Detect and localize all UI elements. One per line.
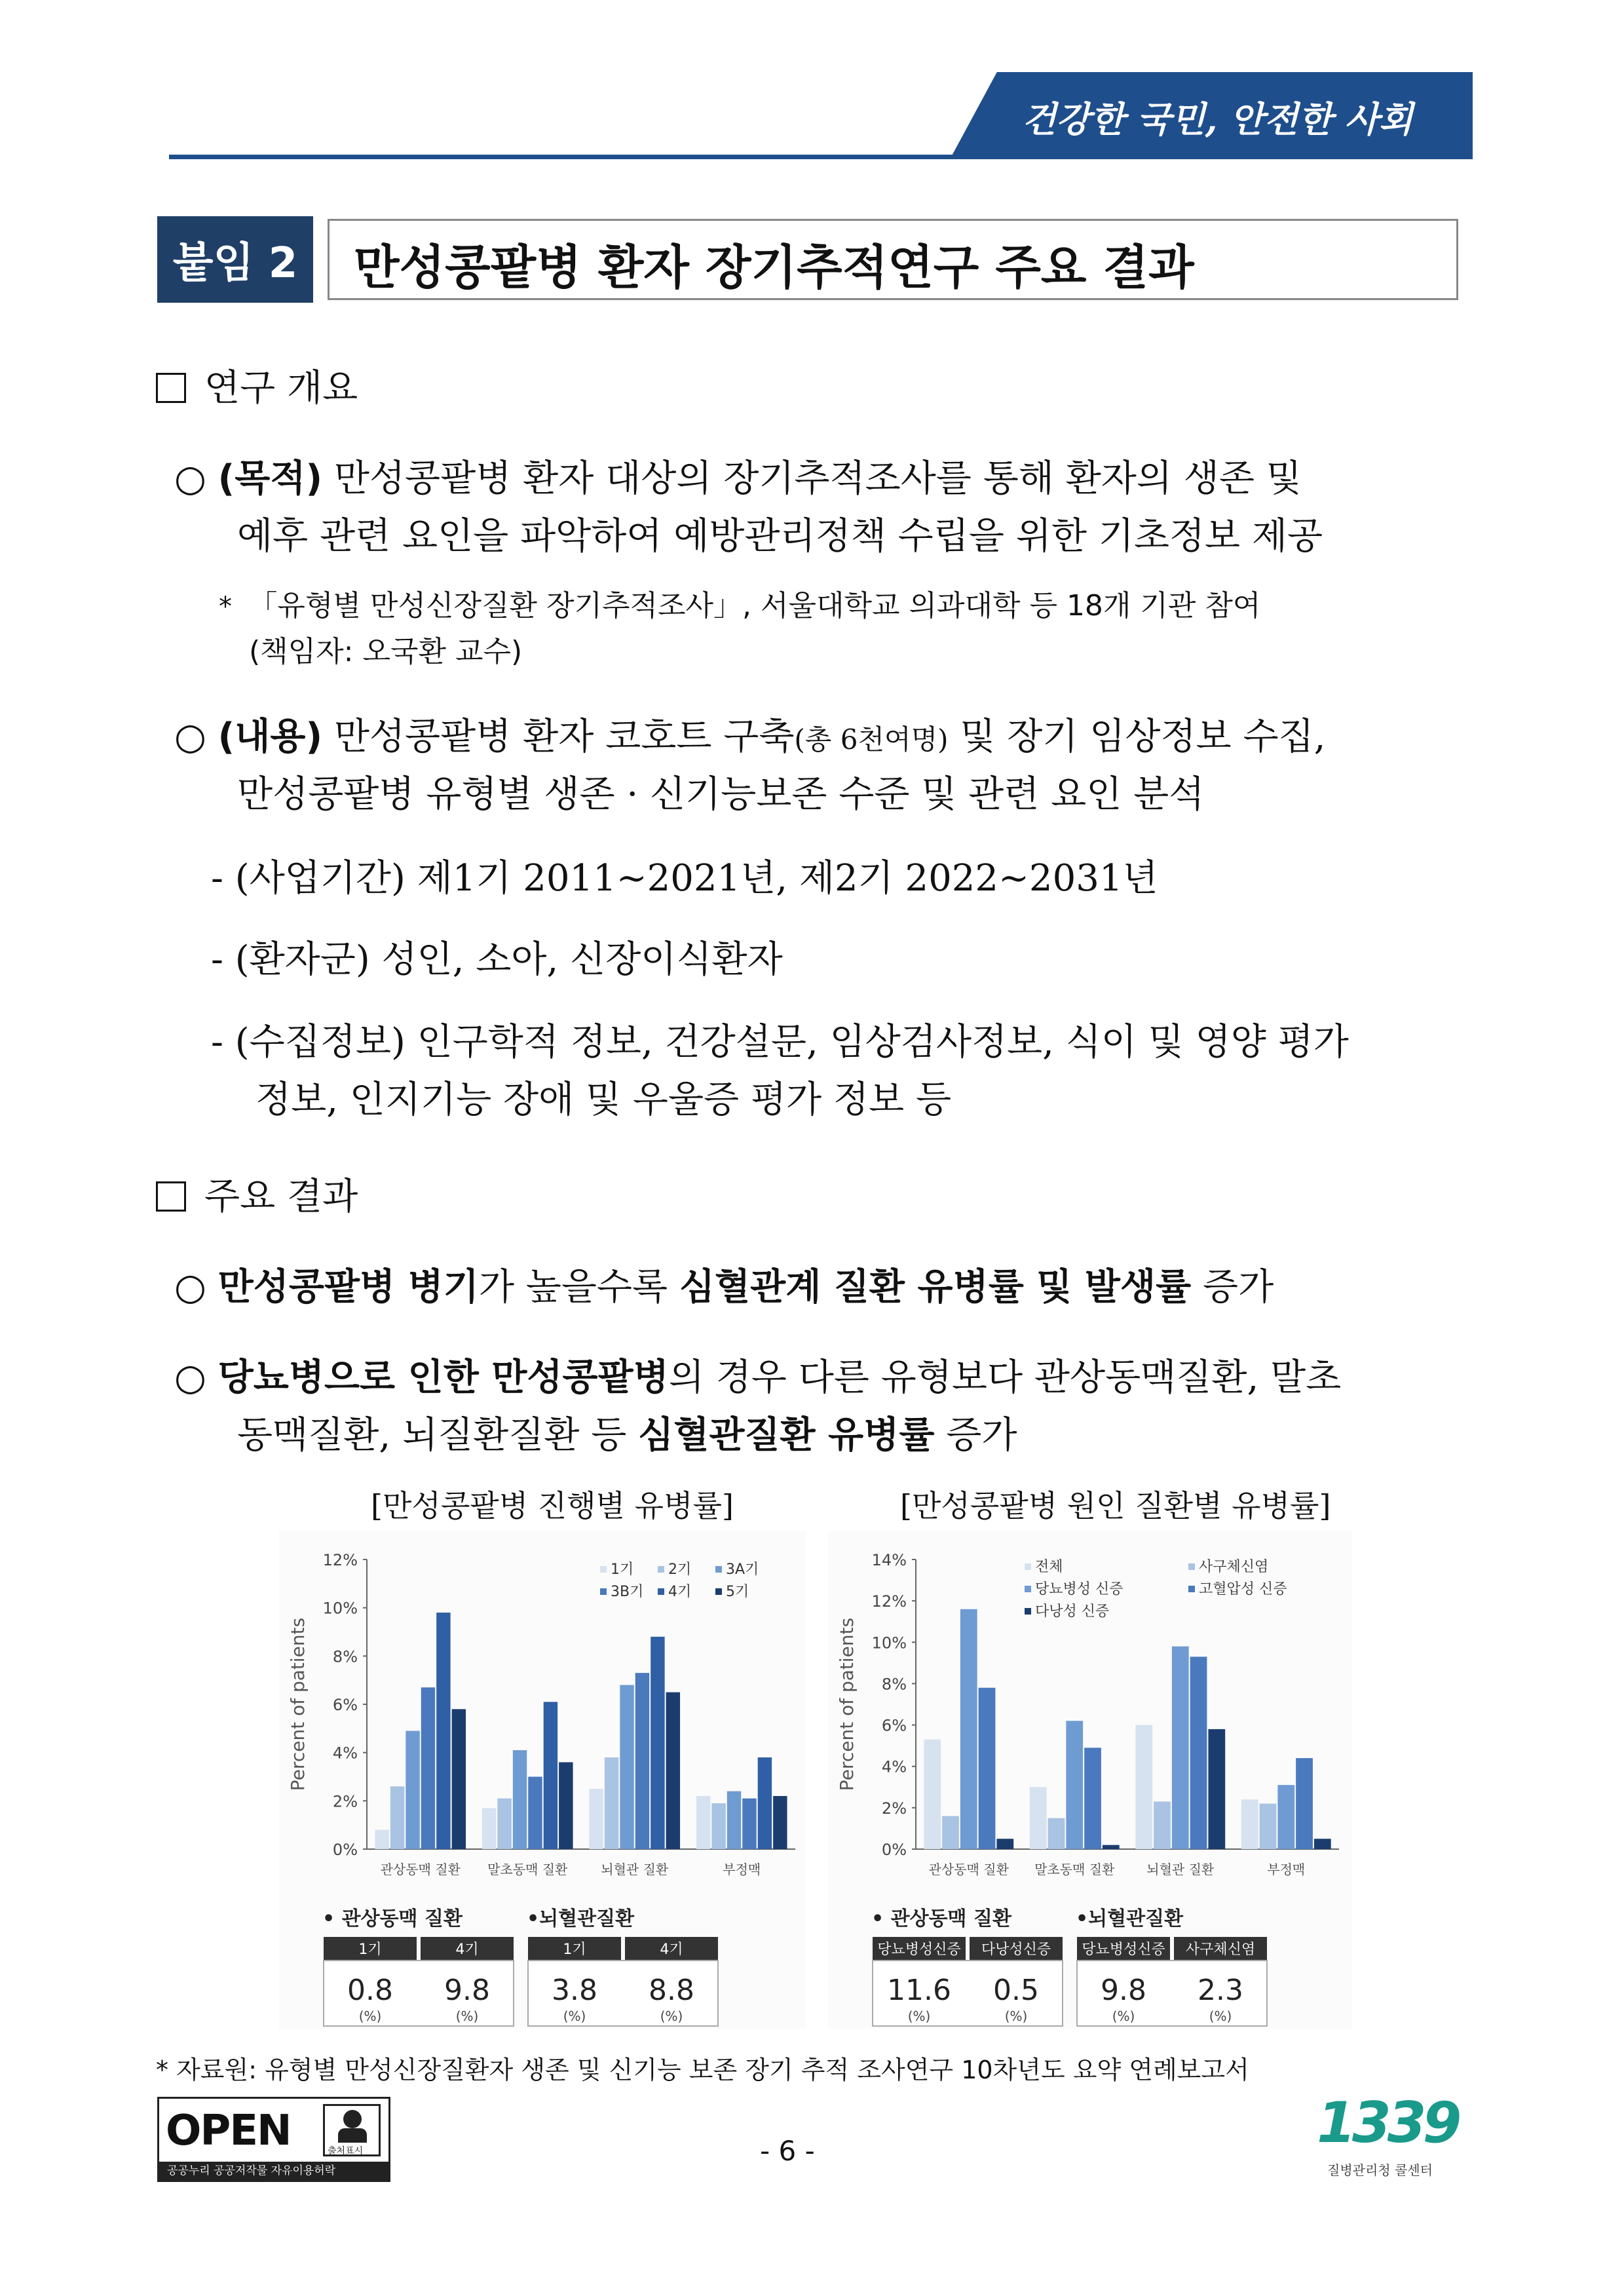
note-line-1 bbox=[219, 582, 1260, 624]
y-axis-label: Percent of patients bbox=[836, 1617, 858, 1791]
y-tick-label: 10% bbox=[322, 1599, 358, 1618]
legend-label: 3B기 bbox=[611, 1584, 644, 1600]
circle-bullet-icon: ○ bbox=[174, 457, 218, 500]
bar-5기 bbox=[452, 1709, 466, 1849]
bar-전체 bbox=[924, 1740, 941, 1849]
open-license-caption: 공공누리 공공저작물 자유이용허락 bbox=[159, 2162, 388, 2180]
bar-3A기 bbox=[406, 1731, 419, 1849]
bar-5기 bbox=[559, 1762, 573, 1849]
x-tick-label: 부정맥 bbox=[1267, 1862, 1306, 1877]
note-text-1: 「유형별 만성신장질환 장기추적조사」, 서울대학교 의과대학 등 18개 기관 참여 bbox=[248, 589, 1261, 622]
y-tick-label: 2% bbox=[332, 1792, 358, 1811]
result-1-bold-2: 심혈관계 질환 유병률 및 발생률 bbox=[679, 1266, 1192, 1309]
y-axis-label: Percent of patients bbox=[287, 1617, 309, 1791]
y-tick-label: 12% bbox=[871, 1592, 907, 1611]
overview-heading-text: 연구 개요 bbox=[204, 367, 358, 410]
circle-bullet-icon: ○ bbox=[174, 1266, 218, 1309]
summary-head-label: 1기 bbox=[358, 1942, 382, 1958]
person-icon bbox=[343, 2110, 362, 2128]
y-tick-label: 14% bbox=[871, 1551, 907, 1569]
summary-group-label: • 관상동맥 질환 bbox=[322, 1907, 463, 1930]
summary-unit: (%) bbox=[907, 2008, 931, 2024]
bar-고혈압성 신증 bbox=[1296, 1758, 1313, 1849]
open-license-logo bbox=[157, 2097, 390, 2182]
result-line-2 bbox=[174, 1349, 1341, 1401]
bar-2기 bbox=[605, 1757, 618, 1849]
bar-사구체신염 bbox=[1048, 1818, 1065, 1849]
bar-3B기 bbox=[635, 1673, 649, 1849]
bar-4기 bbox=[651, 1637, 664, 1849]
result-2-text-2: 동맥질환, 뇌질환질환 등 bbox=[237, 1414, 639, 1457]
bar-1기 bbox=[375, 1830, 388, 1849]
x-tick-label: 말초동맥 질환 bbox=[487, 1862, 568, 1877]
y-tick-label: 0% bbox=[332, 1841, 358, 1859]
legend-swatch bbox=[658, 1588, 664, 1595]
content-label: (내용) bbox=[217, 716, 323, 758]
bar-4기 bbox=[544, 1702, 557, 1849]
header-slogan: 건강한 국민, 안전한 사회 bbox=[1022, 98, 1413, 140]
legend-swatch bbox=[1025, 1586, 1031, 1592]
bar-사구체신염 bbox=[1154, 1801, 1171, 1849]
y-tick-label: 0% bbox=[881, 1841, 907, 1859]
legend-swatch bbox=[1188, 1586, 1195, 1592]
bar-4기 bbox=[436, 1613, 450, 1849]
bar-5기 bbox=[773, 1796, 787, 1849]
bar-당뇨병성 신증 bbox=[1066, 1721, 1083, 1849]
chart-1-panel bbox=[279, 1531, 806, 2029]
bar-3A기 bbox=[620, 1685, 633, 1849]
info-line-2: 정보, 인지기능 장애 및 우울증 평가 정보 등 bbox=[255, 1079, 952, 1121]
legend-label: 5기 bbox=[726, 1584, 749, 1600]
person-body-icon bbox=[338, 2128, 367, 2143]
y-tick-label: 6% bbox=[332, 1696, 358, 1714]
summary-value: 0.5 bbox=[993, 1974, 1039, 2007]
bar-다낭성 신증 bbox=[996, 1839, 1013, 1849]
patients-line: - (환자군) 성인, 소아, 신장이식환자 bbox=[211, 938, 783, 981]
summary-group-label: •뇌혈관질환 bbox=[1076, 1907, 1184, 1930]
checkbox-square-icon bbox=[156, 1181, 186, 1212]
bar-1기 bbox=[482, 1808, 496, 1849]
circle-bullet-icon: ○ bbox=[174, 1356, 218, 1399]
purpose-line-1 bbox=[174, 450, 1302, 502]
content-text-1c: 및 장기 임상정보 수집, bbox=[948, 716, 1326, 758]
bar-고혈압성 신증 bbox=[1190, 1656, 1207, 1849]
summary-value: 3.8 bbox=[552, 1974, 597, 2007]
legend-swatch bbox=[600, 1566, 607, 1573]
summary-head-label: 1기 bbox=[563, 1942, 586, 1958]
content-line-2: 만성콩팥병 유형별 생존 · 신기능보존 수준 및 관련 요인 분석 bbox=[237, 773, 1205, 816]
callcenter-logo bbox=[1317, 2090, 1458, 2156]
legend-label: 사구체신염 bbox=[1199, 1559, 1269, 1575]
bar-3B기 bbox=[742, 1799, 756, 1849]
result-2-bold-1: 당뇨병으로 인한 만성콩팥병 bbox=[217, 1356, 669, 1399]
legend-label: 4기 bbox=[668, 1584, 692, 1600]
bar-당뇨병성 신증 bbox=[960, 1609, 977, 1849]
x-tick-label: 관상동맥 질환 bbox=[928, 1862, 1009, 1877]
summary-unit: (%) bbox=[358, 2008, 382, 2024]
bar-전체 bbox=[1030, 1787, 1047, 1849]
open-logo-text: OPEN bbox=[166, 2107, 291, 2155]
summary-value: 8.8 bbox=[649, 1974, 694, 2007]
bar-사구체신염 bbox=[1260, 1804, 1277, 1849]
attribution-badge-text: 출처표시 bbox=[328, 2146, 364, 2156]
content-text-1b: (총 6천여명) bbox=[794, 723, 949, 756]
bar-전체 bbox=[1135, 1725, 1152, 1849]
purpose-text-1: 만성콩팥병 환자 대상의 장기추적조사를 통해 환자의 생존 및 bbox=[322, 457, 1302, 500]
purpose-line-2: 예후 관련 요인을 파악하여 예방관리정책 수립을 위한 기초정보 제공 bbox=[237, 515, 1323, 558]
bar-3A기 bbox=[513, 1750, 527, 1849]
summary-unit: (%) bbox=[660, 2008, 683, 2024]
summary-value: 2.3 bbox=[1198, 1974, 1243, 2007]
result-1-text-2: 증가 bbox=[1191, 1266, 1274, 1309]
asterisk-icon: * bbox=[219, 592, 249, 622]
legend-swatch bbox=[715, 1566, 722, 1573]
legend-swatch bbox=[1188, 1563, 1195, 1570]
bar-고혈압성 신증 bbox=[979, 1688, 996, 1849]
result-1-text-1: 가 높을수록 bbox=[478, 1266, 679, 1309]
bar-2기 bbox=[497, 1799, 511, 1849]
bar-고혈압성 신증 bbox=[1084, 1748, 1101, 1849]
legend-label: 3A기 bbox=[726, 1561, 759, 1578]
y-tick-label: 2% bbox=[881, 1799, 907, 1818]
period-line: - (사업기간) 제1기 2011~2021년, 제2기 2022~2031년 bbox=[211, 857, 1158, 900]
bar-당뇨병성 신증 bbox=[1172, 1647, 1189, 1849]
x-tick-label: 관상동맥 질환 bbox=[380, 1862, 461, 1877]
legend-label: 다낭성 신증 bbox=[1035, 1603, 1110, 1620]
summary-value: 11.6 bbox=[887, 1974, 951, 2007]
result-line-1 bbox=[174, 1258, 1274, 1311]
summary-head-label: 사구체신염 bbox=[1185, 1942, 1256, 1958]
bar-사구체신염 bbox=[942, 1816, 959, 1849]
chart-1-title: [만성콩팥병 진행별 유병률] bbox=[371, 1488, 734, 1523]
results-heading-text: 주요 결과 bbox=[204, 1176, 358, 1218]
section-heading-results bbox=[156, 1168, 358, 1220]
summary-value: 9.8 bbox=[444, 1974, 490, 2007]
summary-head-label: 4기 bbox=[455, 1942, 479, 1958]
bar-3B기 bbox=[421, 1687, 435, 1849]
content-text-1a: 만성콩팥병 환자 코호트 구축 bbox=[322, 716, 795, 758]
result-2-text-1: 의 경우 다른 유형보다 관상동맥질환, 말초 bbox=[668, 1356, 1342, 1399]
y-tick-label: 10% bbox=[871, 1634, 907, 1653]
legend-swatch bbox=[715, 1588, 722, 1595]
bar-다낭성 신증 bbox=[1314, 1839, 1331, 1849]
attachment-tag: 붙임 2 bbox=[157, 216, 313, 303]
bar-2기 bbox=[390, 1786, 404, 1849]
summary-value: 0.8 bbox=[347, 1974, 393, 2007]
summary-unit: (%) bbox=[455, 2008, 479, 2024]
info-line-1: - (수집정보) 인구학적 정보, 건강설문, 임상검사정보, 식이 및 영양 평가 bbox=[211, 1021, 1349, 1063]
bar-3A기 bbox=[727, 1791, 741, 1849]
y-tick-label: 4% bbox=[881, 1757, 907, 1776]
y-tick-label: 12% bbox=[322, 1551, 358, 1569]
summary-group-label: • 관상동맥 질환 bbox=[871, 1907, 1011, 1930]
bar-4기 bbox=[758, 1757, 772, 1849]
legend-swatch bbox=[1025, 1608, 1031, 1615]
note-line-2: (책임자: 오국환 교수) bbox=[249, 635, 523, 668]
summary-head-label: 4기 bbox=[660, 1942, 683, 1958]
result-2-text-3: 증가 bbox=[934, 1414, 1017, 1457]
result-line-3 bbox=[237, 1406, 1017, 1459]
source-note: * 자료원: 유형별 만성신장질환자 생존 및 신기능 보존 장기 추적 조사연구 10차년도 요약 연례보고서 bbox=[156, 2056, 1249, 2084]
x-tick-label: 말초동맥 질환 bbox=[1034, 1862, 1115, 1877]
page-title: 만성콩팥병 환자 장기추적연구 주요 결과 bbox=[354, 240, 1194, 295]
y-tick-label: 8% bbox=[881, 1675, 907, 1694]
chart-2-svg bbox=[828, 1531, 1352, 2029]
legend-swatch bbox=[1025, 1563, 1031, 1570]
summary-unit: (%) bbox=[1112, 2008, 1135, 2024]
bar-2기 bbox=[711, 1803, 725, 1849]
bar-당뇨병성 신증 bbox=[1277, 1785, 1294, 1849]
bar-전체 bbox=[1241, 1799, 1258, 1849]
header-rule bbox=[169, 155, 1473, 159]
section-heading-overview bbox=[156, 359, 358, 411]
page-number: - 6 - bbox=[760, 2135, 815, 2167]
legend-label: 전체 bbox=[1035, 1559, 1063, 1575]
chart-2-title: [만성콩팥병 원인 질환별 유병률] bbox=[900, 1488, 1331, 1523]
y-tick-label: 6% bbox=[881, 1716, 907, 1735]
legend-label: 당뇨병성 신증 bbox=[1035, 1581, 1124, 1598]
circle-bullet-icon: ○ bbox=[174, 716, 218, 758]
result-2-bold-2: 심혈관질환 유병률 bbox=[638, 1414, 935, 1457]
y-tick-label: 8% bbox=[332, 1647, 358, 1666]
content-line-1 bbox=[174, 708, 1325, 760]
y-tick-label: 4% bbox=[332, 1744, 358, 1763]
x-tick-label: 뇌혈관 질환 bbox=[1146, 1862, 1215, 1877]
summary-group-label: •뇌혈관질환 bbox=[527, 1907, 635, 1930]
legend-swatch bbox=[600, 1588, 607, 1595]
x-tick-label: 뇌혈관 질환 bbox=[601, 1862, 669, 1877]
bar-1기 bbox=[696, 1796, 710, 1849]
legend-label: 2기 bbox=[668, 1561, 692, 1578]
summary-head-label: 당뇨병성신증 bbox=[877, 1942, 961, 1958]
legend-label: 1기 bbox=[611, 1561, 634, 1578]
summary-unit: (%) bbox=[1004, 2008, 1028, 2024]
x-tick-label: 부정맥 bbox=[723, 1862, 761, 1877]
bar-5기 bbox=[666, 1693, 680, 1849]
bar-1기 bbox=[589, 1789, 603, 1849]
legend-swatch bbox=[658, 1566, 664, 1573]
summary-unit: (%) bbox=[563, 2008, 586, 2024]
summary-head-label: 당뇨병성신증 bbox=[1082, 1942, 1165, 1958]
callcenter-number: 1339 bbox=[1317, 2090, 1458, 2156]
checkbox-square-icon bbox=[156, 373, 186, 403]
callcenter-label: 질병관리청 콜센터 bbox=[1327, 2162, 1433, 2178]
bar-다낭성 신증 bbox=[1103, 1845, 1120, 1849]
purpose-label: (목적) bbox=[217, 457, 323, 500]
result-1-bold-1: 만성콩팥병 병기 bbox=[217, 1266, 479, 1309]
summary-head-label: 다낭성신증 bbox=[981, 1942, 1051, 1958]
legend-label: 고혈압성 신증 bbox=[1199, 1581, 1287, 1598]
summary-unit: (%) bbox=[1209, 2008, 1232, 2024]
chart-1-svg bbox=[279, 1531, 806, 2029]
bar-다낭성 신증 bbox=[1208, 1729, 1225, 1849]
bar-3B기 bbox=[528, 1777, 542, 1850]
attribution-badge bbox=[323, 2104, 381, 2156]
summary-value: 9.8 bbox=[1101, 1974, 1146, 2007]
chart-2-panel bbox=[828, 1531, 1352, 2029]
